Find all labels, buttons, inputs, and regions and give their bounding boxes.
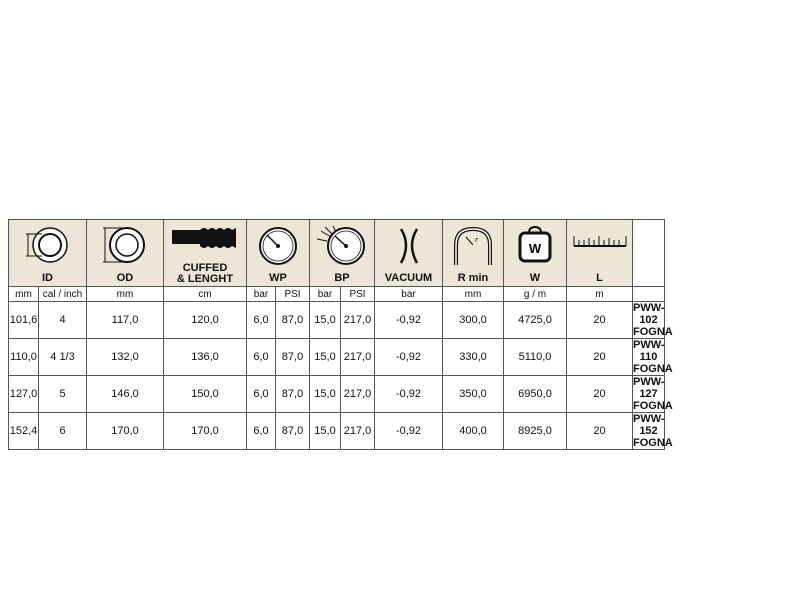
unit-cell: bar <box>247 287 276 302</box>
vacuum-cell: -0,92 <box>375 302 443 339</box>
wp-bar-cell: 6,0 <box>247 376 276 413</box>
unit-cell: cm <box>164 287 247 302</box>
length-cell: 20 <box>567 302 633 339</box>
id-inch-cell: 5 <box>39 376 87 413</box>
length-cell: 20 <box>567 376 633 413</box>
header-cuffed-line2: & LENGHT <box>176 273 234 285</box>
wp-bar-cell: 6,0 <box>247 302 276 339</box>
unit-cell: PSI <box>276 287 310 302</box>
header-bp <box>310 220 375 287</box>
inner-diameter-icon <box>18 225 78 269</box>
header-od-label: OD <box>116 272 134 284</box>
outer-diameter-icon <box>95 225 155 269</box>
wp-bar-cell: 6,0 <box>247 339 276 376</box>
vacuum-cell: -0,92 <box>375 376 443 413</box>
weight-icon-letter: W <box>528 241 542 256</box>
header-row <box>9 220 665 287</box>
unit-cell: bar <box>310 287 341 302</box>
unit-cell: mm <box>87 287 164 302</box>
id-mm-cell: 101,6 <box>9 302 39 339</box>
id-mm-cell: 127,0 <box>9 376 39 413</box>
od-cell: 117,0 <box>87 302 164 339</box>
table-row <box>9 413 665 450</box>
id-inch-cell: 4 <box>39 302 87 339</box>
vacuum-cell: -0,92 <box>375 339 443 376</box>
weight-cell: 5110,0 <box>504 339 567 376</box>
unit-cell: m <box>567 287 633 302</box>
unit-cell: bar <box>375 287 443 302</box>
header-code-blank <box>633 220 665 287</box>
bp-psi-cell: 217,0 <box>341 339 375 376</box>
ruler-icon <box>571 230 629 260</box>
bp-bar-cell: 15,0 <box>310 339 341 376</box>
weight-cell: 4725,0 <box>504 302 567 339</box>
wp-psi-cell: 87,0 <box>276 376 310 413</box>
header-w-label: W <box>529 272 541 284</box>
length-cell: 20 <box>567 339 633 376</box>
length-cell: 20 <box>567 413 633 450</box>
weight-icon <box>515 225 555 267</box>
rmin-cell: 400,0 <box>443 413 504 450</box>
header-vacuum-label: VACUUM <box>384 272 433 284</box>
header-cuffed-label <box>164 263 246 285</box>
cuffed-cell: 150,0 <box>164 376 247 413</box>
table-row <box>9 376 665 413</box>
header-cuffed-line1: CUFFED <box>182 262 228 274</box>
header-w <box>504 220 567 287</box>
header-od <box>87 220 164 287</box>
bp-bar-cell: 15,0 <box>310 376 341 413</box>
header-wp-label: WP <box>269 272 287 284</box>
unit-cell: mm <box>9 287 39 302</box>
header-id-label: ID <box>42 272 53 284</box>
product-code-cell: PWW-152 FOGNA <box>633 413 673 449</box>
table-row <box>9 339 665 376</box>
cuffed-cell: 120,0 <box>164 302 247 339</box>
header-l-label: L <box>596 272 603 284</box>
header-id <box>9 220 87 287</box>
unit-cell: g / m <box>504 287 567 302</box>
bp-psi-cell: 217,0 <box>341 302 375 339</box>
id-mm-cell: 152,4 <box>9 413 39 450</box>
od-cell: 132,0 <box>87 339 164 376</box>
header-vacuum <box>375 220 443 287</box>
unit-cell: mm <box>443 287 504 302</box>
table-row <box>9 302 665 339</box>
svg-text:r: r <box>475 235 479 244</box>
vacuum-icon <box>389 225 429 269</box>
bp-bar-cell: 15,0 <box>310 413 341 450</box>
rmin-cell: 350,0 <box>443 376 504 413</box>
product-code-cell: PWW-102 FOGNA <box>633 302 673 338</box>
unit-cell: PSI <box>341 287 375 302</box>
header-rmin <box>443 220 504 287</box>
header-bp-label: BP <box>334 272 350 284</box>
od-cell: 170,0 <box>87 413 164 450</box>
cuffed-hose-icon <box>170 224 240 256</box>
bp-psi-cell: 217,0 <box>341 413 375 450</box>
product-code-cell: PWW-127 FOGNA <box>633 376 673 412</box>
id-inch-cell: 4 1/3 <box>39 339 87 376</box>
rmin-cell: 330,0 <box>443 339 504 376</box>
rmin-cell: 300,0 <box>443 302 504 339</box>
product-code-cell: PWW-110 FOGNA <box>633 339 673 375</box>
vacuum-cell: -0,92 <box>375 413 443 450</box>
bend-radius-icon <box>450 225 496 269</box>
burst-gauge-icon <box>313 225 371 269</box>
units-row <box>9 287 665 302</box>
unit-cell-blank <box>633 287 665 302</box>
od-cell: 146,0 <box>87 376 164 413</box>
hose-spec-table <box>8 219 673 450</box>
wp-psi-cell: 87,0 <box>276 302 310 339</box>
bp-bar-cell: 15,0 <box>310 302 341 339</box>
id-inch-cell: 6 <box>39 413 87 450</box>
bp-psi-cell: 217,0 <box>341 376 375 413</box>
header-l <box>567 220 633 287</box>
weight-cell: 8925,0 <box>504 413 567 450</box>
unit-cell: cal / inch <box>39 287 87 302</box>
wp-psi-cell: 87,0 <box>276 339 310 376</box>
header-wp <box>247 220 310 287</box>
pressure-gauge-icon <box>255 225 301 269</box>
weight-cell: 6950,0 <box>504 376 567 413</box>
wp-bar-cell: 6,0 <box>247 413 276 450</box>
header-cuffed <box>164 220 247 287</box>
header-rmin-label: R min <box>457 272 489 284</box>
cuffed-cell: 136,0 <box>164 339 247 376</box>
cuffed-cell: 170,0 <box>164 413 247 450</box>
id-mm-cell: 110,0 <box>9 339 39 376</box>
wp-psi-cell: 87,0 <box>276 413 310 450</box>
